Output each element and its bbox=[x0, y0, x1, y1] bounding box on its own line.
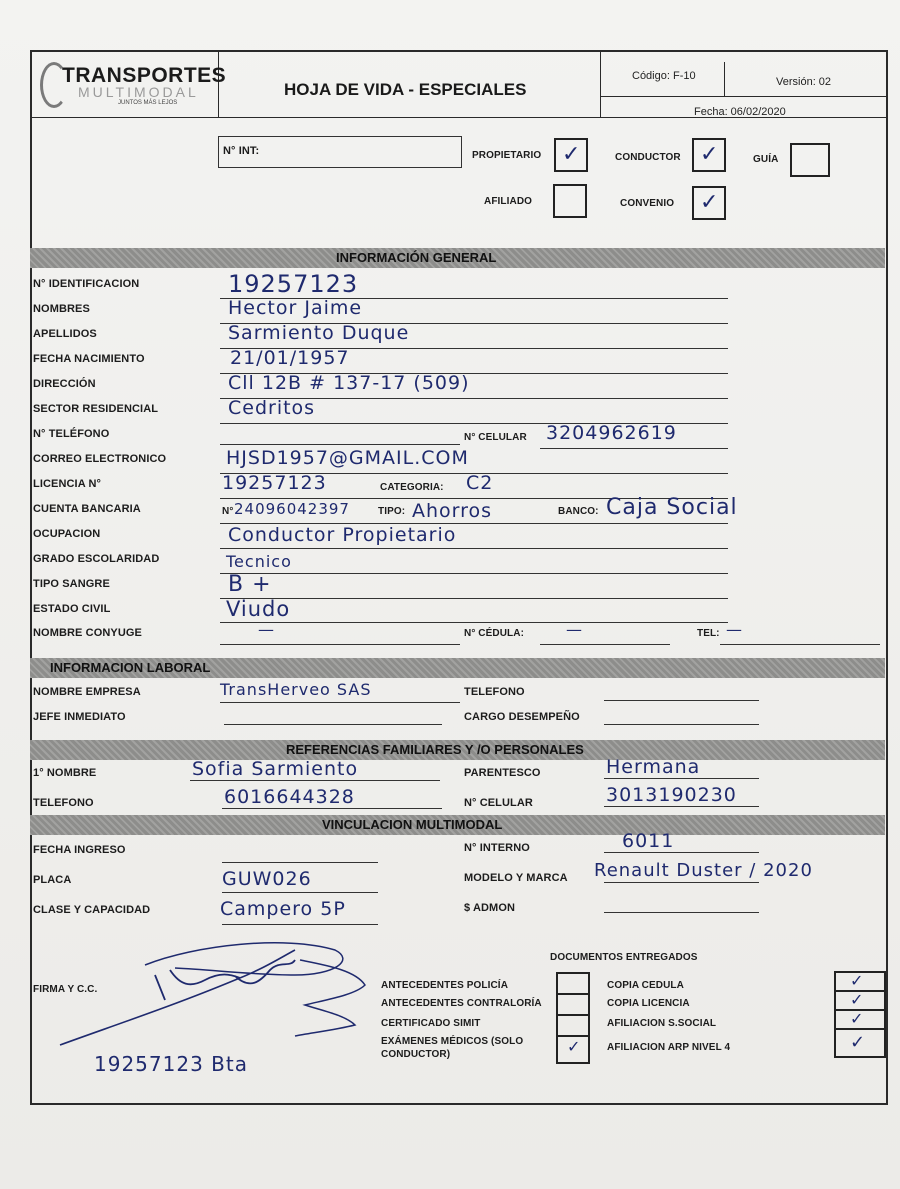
doc-antecedentes-policia-label: ANTECEDENTES POLICÍA bbox=[381, 980, 509, 991]
empresa-line bbox=[220, 702, 460, 703]
banco-label: BANCO: bbox=[558, 506, 599, 517]
doc-certificado-simit-label: CERTIFICADO SIMIT bbox=[381, 1018, 481, 1029]
ref-nombre-value[interactable]: Sofia Sarmiento bbox=[192, 758, 359, 780]
sector-value[interactable]: Cedritos bbox=[228, 397, 316, 419]
identificacion-value[interactable]: 19257123 bbox=[228, 270, 359, 298]
tel-line bbox=[720, 644, 880, 645]
company-logo bbox=[38, 60, 227, 112]
licencia-label: LICENCIA N° bbox=[33, 478, 102, 490]
categoria-label: CATEGORIA: bbox=[380, 482, 444, 493]
logo-tagline: JUNTOS MÁS LEJOS bbox=[118, 100, 178, 106]
cargo-label: CARGO DESEMPEÑO bbox=[464, 711, 580, 723]
vinculacion-section-header bbox=[30, 815, 885, 835]
guia-label: GUÍA bbox=[753, 154, 779, 165]
cuenta-label: CUENTA BANCARIA bbox=[33, 503, 141, 515]
laboral-section-title: INFORMACION LABORAL bbox=[50, 660, 211, 675]
parentesco-line bbox=[604, 778, 759, 779]
doc-examenes-medicos-label: EXÁMENES MÉDICOS (SOLO CONDUCTOR) bbox=[381, 1036, 524, 1060]
doc-copia-cedula-checkbox[interactable]: ✓ bbox=[834, 971, 886, 992]
referencias-section-header bbox=[30, 740, 885, 760]
firma-cc-value[interactable]: 19257123 Bta bbox=[94, 1052, 248, 1076]
cuenta-value[interactable]: 24096042397 bbox=[234, 500, 350, 518]
doc-afiliacion-social-checkbox[interactable]: ✓ bbox=[834, 1009, 886, 1030]
cedula-label: N° CÉDULA: bbox=[464, 628, 524, 639]
celular-label: N° CELULAR bbox=[464, 432, 527, 443]
conyuge-line bbox=[220, 644, 460, 645]
categoria-value[interactable]: C2 bbox=[466, 472, 494, 494]
ref-nombre-line bbox=[190, 780, 440, 781]
afiliado-label: AFILIADO bbox=[484, 196, 533, 207]
grado-label: GRADO ESCOLARIDAD bbox=[33, 553, 160, 565]
sangre-line bbox=[220, 598, 728, 599]
tipo-value[interactable]: Ahorros bbox=[412, 500, 493, 522]
estado-civil-value[interactable]: Viudo bbox=[226, 597, 291, 621]
tel-value[interactable]: — bbox=[726, 620, 743, 639]
ocupacion-label: OCUPACION bbox=[33, 528, 101, 540]
modelo-value[interactable]: Renault Duster / 2020 bbox=[594, 860, 813, 881]
cedula-line bbox=[540, 644, 670, 645]
nombres-value[interactable]: Hector Jaime bbox=[228, 297, 363, 319]
celular-line bbox=[540, 448, 728, 449]
celular-value[interactable]: 3204962619 bbox=[546, 422, 677, 444]
fecha-nacimiento-label: FECHA NACIMIENTO bbox=[33, 353, 145, 365]
doc-certificado-simit-checkbox[interactable] bbox=[556, 1014, 590, 1037]
nombres-label: NOMBRES bbox=[33, 303, 90, 315]
ref-telefono-label: TELEFONO bbox=[33, 797, 94, 809]
laboral-section-header bbox=[30, 658, 885, 678]
interno-label: N° INTERNO bbox=[464, 842, 530, 854]
estado-civil-line bbox=[220, 622, 728, 623]
form-date: Fecha: 06/02/2020 bbox=[694, 106, 786, 118]
admon-label: $ ADMON bbox=[464, 902, 516, 914]
clase-line bbox=[222, 924, 378, 925]
convenio-label: CONVENIO bbox=[620, 198, 675, 209]
sangre-value[interactable]: B + bbox=[228, 572, 272, 597]
correo-value[interactable]: HJSD1957@GMAIL.COM bbox=[226, 447, 469, 469]
parentesco-value[interactable]: Hermana bbox=[606, 756, 701, 778]
logo-main-text: TRANSPORTES bbox=[62, 64, 227, 87]
ingreso-line bbox=[222, 862, 378, 863]
conductor-checkbox[interactable]: ✓ bbox=[692, 138, 726, 172]
header-divider bbox=[600, 50, 601, 117]
empresa-label: NOMBRE EMPRESA bbox=[33, 686, 141, 698]
propietario-label: PROPIETARIO bbox=[472, 150, 542, 161]
signature-image bbox=[55, 930, 385, 1050]
doc-antecedentes-contraloria-label: ANTECEDENTES CONTRALORÍA bbox=[381, 998, 542, 1009]
identificacion-label: N° IDENTIFICACION bbox=[33, 278, 140, 290]
form-title: HOJA DE VIDA - ESPECIALES bbox=[284, 80, 527, 99]
placa-line bbox=[222, 892, 378, 893]
guia-checkbox[interactable] bbox=[790, 143, 830, 177]
doc-afiliacion-arp-label: AFILIACION ARP NIVEL 4 bbox=[607, 1042, 731, 1053]
doc-antecedentes-policia-checkbox[interactable] bbox=[556, 972, 590, 995]
jefe-label: JEFE INMEDIATO bbox=[33, 711, 126, 723]
clase-label: CLASE Y CAPACIDAD bbox=[33, 904, 151, 916]
conductor-label: CONDUCTOR bbox=[615, 152, 681, 163]
banco-value[interactable]: Caja Social bbox=[606, 495, 738, 520]
nint-label: N° INT: bbox=[223, 145, 260, 157]
fecha-nacimiento-value[interactable]: 21/01/1957 bbox=[230, 347, 350, 369]
ingreso-label: FECHA INGRESO bbox=[33, 844, 126, 856]
ocupacion-value[interactable]: Conductor Propietario bbox=[228, 524, 457, 546]
doc-examenes-medicos-checkbox[interactable]: ✓ bbox=[556, 1035, 590, 1064]
grado-value[interactable]: Tecnico bbox=[226, 552, 292, 571]
apellidos-value[interactable]: Sarmiento Duque bbox=[228, 322, 410, 344]
ref-celular-value[interactable]: 3013190230 bbox=[606, 784, 737, 806]
cedula-value[interactable]: — bbox=[566, 620, 583, 639]
placa-value[interactable]: GUW026 bbox=[222, 868, 312, 890]
ref-celular-line bbox=[604, 806, 759, 807]
ref-telefono-value[interactable]: 6016644328 bbox=[224, 786, 355, 808]
telefono-line bbox=[220, 444, 460, 445]
doc-antecedentes-contraloria-checkbox[interactable] bbox=[556, 993, 590, 1016]
grado-line bbox=[220, 573, 728, 574]
telefono-label: N° TELÉFONO bbox=[33, 428, 110, 440]
conyuge-value[interactable]: — bbox=[258, 620, 275, 639]
interno-value[interactable]: 6011 bbox=[622, 830, 675, 852]
form-version: Versión: 02 bbox=[776, 76, 832, 88]
doc-copia-licencia-checkbox[interactable]: ✓ bbox=[834, 990, 886, 1011]
referencias-section-title: REFERENCIAS FAMILIARES Y /O PERSONALES bbox=[286, 742, 584, 757]
ref-nombre-label: 1° NOMBRE bbox=[33, 767, 97, 779]
empresa-telefono-line bbox=[604, 700, 759, 701]
firma-label: FIRMA Y C.C. bbox=[33, 984, 98, 995]
ref-telefono-line bbox=[222, 808, 442, 809]
interno-line bbox=[604, 852, 759, 853]
general-section-header bbox=[30, 248, 885, 268]
empresa-telefono-label: TELEFONO bbox=[464, 686, 525, 698]
ocupacion-line bbox=[220, 548, 728, 549]
nint-field[interactable] bbox=[218, 136, 462, 168]
conyuge-label: NOMBRE CONYUGE bbox=[33, 627, 142, 639]
apellidos-label: APELLIDOS bbox=[33, 328, 97, 340]
correo-label: CORREO ELECTRONICO bbox=[33, 453, 167, 465]
doc-copia-licencia-label: COPIA LICENCIA bbox=[607, 998, 690, 1009]
cuenta-no-label: N° bbox=[222, 506, 234, 517]
direccion-value[interactable]: Cll 12B # 137-17 (509) bbox=[228, 372, 470, 394]
admon-line bbox=[604, 912, 759, 913]
estado-civil-label: ESTADO CIVIL bbox=[33, 603, 111, 615]
jefe-line bbox=[224, 724, 442, 725]
empresa-value[interactable]: TransHerveo SAS bbox=[220, 680, 372, 699]
form-code: Código: F-10 bbox=[632, 70, 696, 82]
modelo-line bbox=[604, 882, 759, 883]
convenio-checkbox[interactable]: ✓ bbox=[692, 186, 726, 220]
tel-label: TEL: bbox=[697, 628, 720, 639]
modelo-label: MODELO Y MARCA bbox=[464, 872, 568, 884]
doc-afiliacion-social-label: AFILIACION S.SOCIAL bbox=[607, 1018, 717, 1029]
licencia-value[interactable]: 19257123 bbox=[222, 472, 327, 494]
doc-afiliacion-arp-checkbox[interactable]: ✓ bbox=[834, 1028, 886, 1058]
propietario-checkbox[interactable]: ✓ bbox=[554, 138, 588, 172]
documentos-title: DOCUMENTOS ENTREGADOS bbox=[550, 952, 698, 963]
direccion-label: DIRECCIÓN bbox=[33, 378, 96, 390]
placa-label: PLACA bbox=[33, 874, 72, 886]
parentesco-label: PARENTESCO bbox=[464, 767, 541, 779]
sangre-label: TIPO SANGRE bbox=[33, 578, 110, 590]
clase-value[interactable]: Campero 5P bbox=[220, 898, 346, 920]
ref-celular-label: N° CELULAR bbox=[464, 797, 533, 809]
header-divider bbox=[724, 62, 725, 96]
header-divider bbox=[600, 96, 888, 97]
doc-copia-cedula-label: COPIA CEDULA bbox=[607, 980, 684, 991]
tipo-label: TIPO: bbox=[378, 506, 406, 517]
vinculacion-section-title: VINCULACION MULTIMODAL bbox=[322, 817, 503, 832]
sector-label: SECTOR RESIDENCIAL bbox=[33, 403, 159, 415]
cargo-line bbox=[604, 724, 759, 725]
logo-sub-text: MULTIMODAL bbox=[78, 84, 199, 100]
afiliado-checkbox[interactable] bbox=[553, 184, 587, 218]
general-section-title: INFORMACIÓN GENERAL bbox=[336, 250, 497, 265]
